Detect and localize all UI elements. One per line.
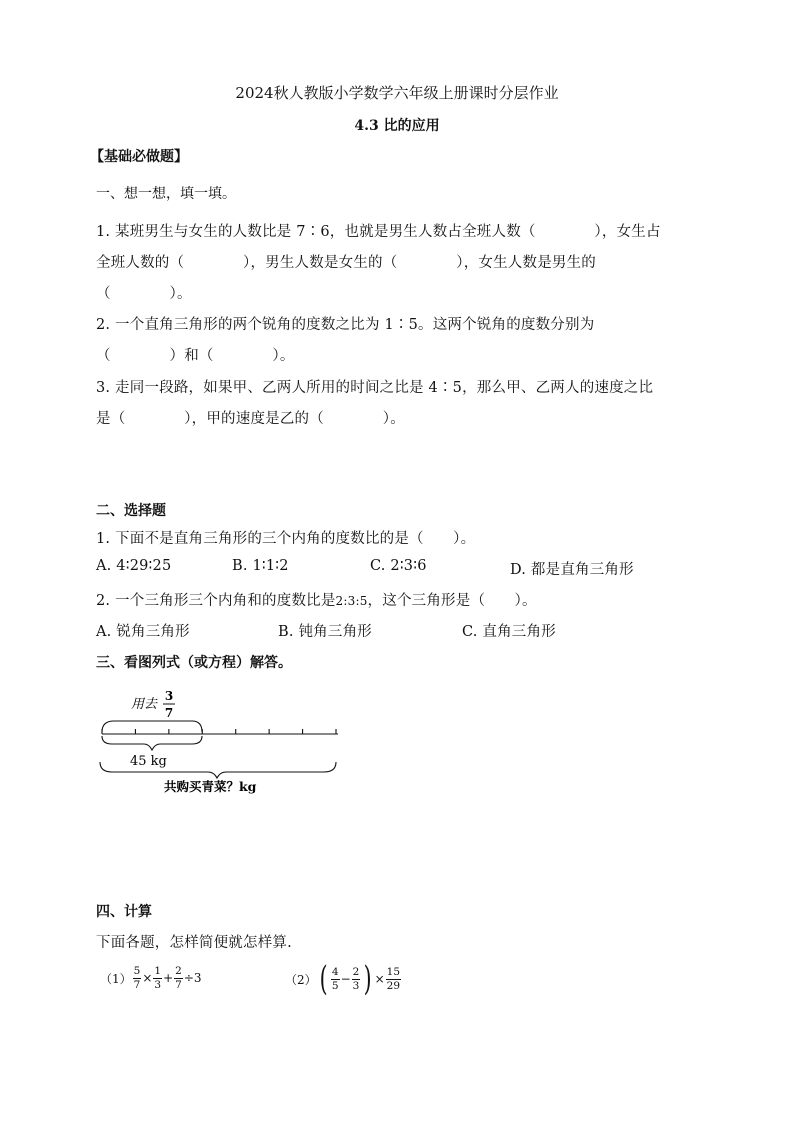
page-title: 2024秋人教版小学数学六年级上册课时分层作业 (235, 84, 559, 102)
s1-q1-line2: 全班人数的（ ），男生人数是女生的（ ），女生人数是男生的 (96, 255, 596, 271)
s1-q2-line1: 2. 一个直角三角形的两个锐角的度数之比为 1∶5。这两个锐角的度数分别为 (96, 317, 595, 333)
s2-q2-suffix: ，这个三角形是（ ）。 (367, 593, 537, 609)
calc-problem-2 (285, 959, 402, 999)
s2-q1-option-c: C. 2∶3∶6 (370, 558, 427, 574)
level-heading: 【基础必做题】 (90, 149, 188, 165)
used-top-brace (102, 721, 202, 732)
p1-op2: + (163, 971, 174, 985)
s1-q3-line1: 3. 走同一段路，如果甲、乙两人所用的时间之比是 4∶5，那么甲、乙两人的速度之比 (96, 380, 654, 396)
s1-q2-line2: （ ）和（ ）。 (96, 348, 295, 364)
section4-heading: 四、计算 (96, 904, 152, 920)
right-paren: ) (363, 959, 372, 999)
s2-q1-option-b: B. 1∶1∶2 (232, 558, 289, 574)
used-fraction-den: 7 (164, 706, 174, 720)
s2-q2-prefix: 2. 一个三角形三个内角和的度数比是 (96, 593, 336, 609)
p1-frac-c: $\frac{2}{7}$ (175, 965, 182, 991)
s2-q1: 1. 下面不是直角三角形的三个内角的度数比的是（ ）。 (96, 531, 476, 547)
p1-frac-a: $\frac{5}{7}$ (133, 965, 141, 991)
line-segment-diagram (96, 686, 356, 798)
used-fraction-num: 3 (164, 689, 174, 703)
s1-q1-line1: 1. 某班男生与女生的人数比是 7∶6，也就是男生人数占全班人数（ ），女生占 (96, 224, 661, 240)
segment-line (102, 729, 338, 734)
calc-problem-1 (100, 966, 202, 990)
p1-frac-b: $\frac{1}{3}$ (154, 965, 162, 991)
s4-instruction: 下面各题，怎样简便就怎样算. (96, 935, 292, 951)
s2-q2-option-c: C. 直角三角形 (462, 624, 556, 640)
s2-q2-option-a: A. 锐角三角形 (96, 624, 190, 640)
s2-q2-option-b: B. 钝角三角形 (278, 624, 372, 640)
p1-tail: ÷3 (183, 971, 202, 985)
s2-q1-option-d: D. 都是直角三角形 (510, 562, 634, 578)
p2-frac-a: $\frac{4}{5}$ (331, 966, 339, 992)
part-label: 45 kg (130, 754, 167, 769)
s1-q1-line3: （ ）。 (96, 286, 192, 302)
section2-heading: 二、选择题 (96, 503, 166, 519)
left-paren: ( (319, 959, 328, 999)
p1-op1: × (142, 971, 153, 985)
p2-label: （2） (285, 972, 317, 987)
s2-q1-option-a: A. 4∶29∶25 (96, 558, 172, 574)
lesson-subtitle: 4.3 比的应用 (354, 118, 440, 134)
p2-frac-b: $\frac{2}{3}$ (352, 966, 360, 992)
p1-label: （1） (100, 971, 132, 986)
section3-heading: 三、看图列式（或方程）解答。 (96, 655, 292, 671)
p2-op1: − (340, 972, 351, 986)
p2-op2: × (374, 972, 385, 986)
part-bottom-brace (102, 736, 202, 750)
s2-q2 (96, 589, 537, 610)
p2-frac-c: $\frac{15}{29}$ (386, 966, 401, 992)
s1-q3-line2: 是（ ），甲的速度是乙的（ ）。 (96, 411, 405, 427)
section1-heading: 一、想一想，填一填。 (96, 186, 236, 202)
total-label: 共购买青菜？kg (164, 779, 257, 794)
used-label: 用去 (131, 697, 158, 712)
s2-q2-ratio: 2:3:5 (335, 594, 368, 608)
